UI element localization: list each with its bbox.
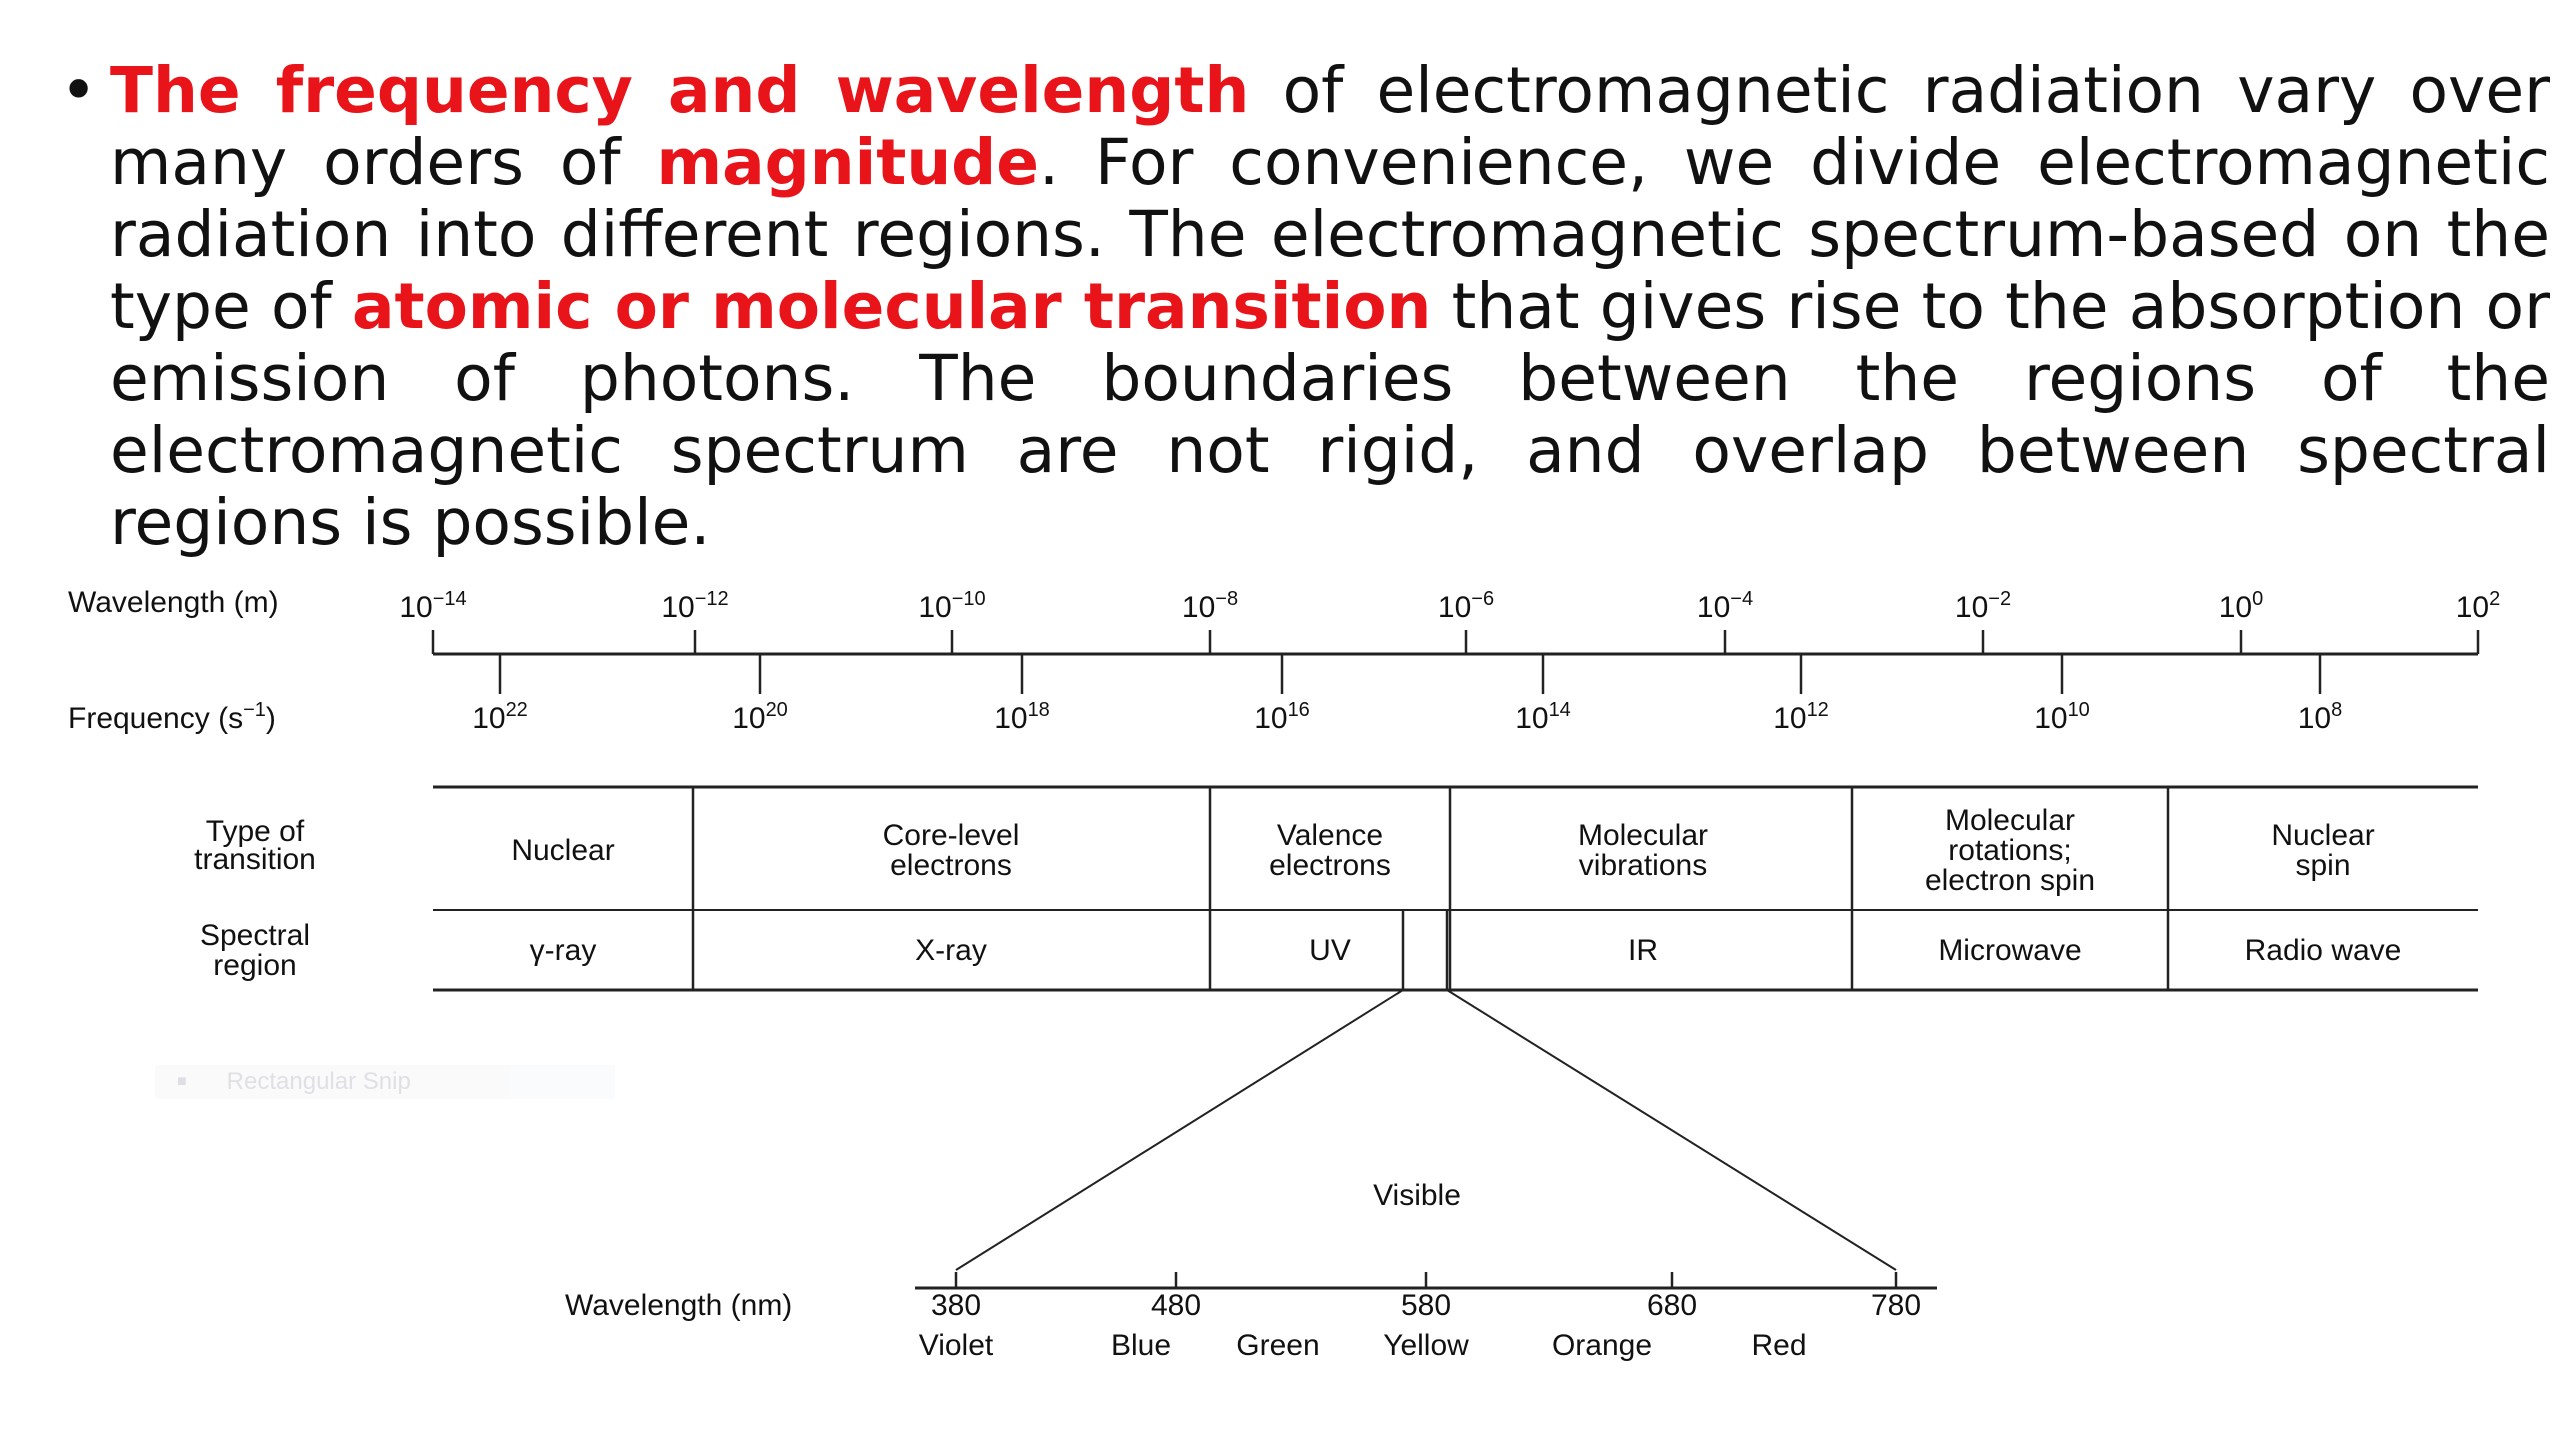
scissors-icon: ■ <box>177 1073 187 1090</box>
spectral-region-cell: Microwave <box>1938 934 2082 967</box>
frequency-tick-label: $10^{12}$ <box>1773 699 1829 735</box>
frequency-axis-label: Frequency $(s^{-1})$ <box>68 699 276 735</box>
highlight-frequency-wavelength: The frequency and wavelength <box>110 54 1250 127</box>
transition-cell: Core-level electrons <box>882 819 1020 882</box>
paragraph-text-2: . For convenience, we divide electromagnetic radiation into different regions. The electromagnetic spectrum-based on the type of <box>110 126 2550 343</box>
visible-label: Visible <box>1373 1179 1461 1212</box>
visible-color-label: Yellow <box>1383 1329 1469 1362</box>
paragraph-text-1: of electromagnetic radiation vary over many orders of <box>110 54 2550 199</box>
wavelength-tick-label: $10^{-10}$ <box>918 588 986 624</box>
wavelength-tick-label: $10^2$ <box>2455 588 2501 624</box>
bullet-point: • <box>60 54 98 127</box>
wavelength-tick-label: $10^{-12}$ <box>661 588 729 624</box>
transition-cell: Nuclear spin <box>2271 819 2375 882</box>
frequency-tick-label: $10^{22}$ <box>472 699 528 735</box>
spectral-region-cell: IR <box>1628 934 1658 967</box>
visible-color-label: Blue <box>1110 1329 1172 1362</box>
visible-color-label: Green <box>1236 1329 1320 1362</box>
wavelength-tick-label: $10^{-2}$ <box>1954 588 2012 624</box>
highlight-magnitude: magnitude <box>656 126 1039 199</box>
transition-cell: Nuclear <box>511 834 615 867</box>
wavelength-tick-label: $10^{-6}$ <box>1437 588 1495 624</box>
visible-zoom-line-right <box>1447 990 1896 1270</box>
transition-cell: Molecular vibrations <box>1577 819 1709 882</box>
visible-color-label: Red <box>1751 1329 1807 1362</box>
spectral-row-header: Spectral region <box>199 919 311 982</box>
spectral-region-cell: γ-ray <box>529 934 597 967</box>
frequency-tick-label: $10^{14}$ <box>1515 699 1571 735</box>
nm-axis-label: Wavelength (nm) <box>565 1289 793 1322</box>
frequency-tick-label: $10^{10}$ <box>2034 699 2090 735</box>
spectral-region-cell: X-ray <box>915 934 987 967</box>
frequency-tick-label: $10^{20}$ <box>732 699 788 735</box>
frequency-tick-label: $10^{16}$ <box>1254 699 1310 735</box>
frequency-tick-label: $10^8$ <box>2297 699 2343 735</box>
nm-tick-label: 680 <box>1646 1289 1698 1322</box>
nm-tick-label: 480 <box>1150 1289 1202 1322</box>
highlight-transition: atomic or molecular transition <box>351 270 1432 343</box>
snip-label: Rectangular Snip <box>226 1068 411 1095</box>
wavelength-tick-label: $10^0$ <box>2218 588 2264 624</box>
nm-tick-label: 780 <box>1870 1289 1922 1322</box>
paragraph-text-3: that gives rise to the absorption or emission of photons. The boundaries between the regions of the electromagnetic spectrum are not rigid, and overlap between spectral regions is possible. <box>110 270 2550 559</box>
spectral-region-cell: Radio wave <box>2244 934 2402 967</box>
wavelength-tick-label: $10^{-4}$ <box>1696 588 1754 624</box>
visible-color-label: Violet <box>918 1329 994 1362</box>
nm-tick-label: 380 <box>930 1289 982 1322</box>
visible-color-label: Orange <box>1551 1329 1653 1362</box>
transition-cell: Molecular rotations; electron spin <box>1924 804 2096 897</box>
transition-row-header: Type of transition <box>194 815 316 876</box>
wavelength-tick-label: $10^{-14}$ <box>399 588 467 624</box>
spectral-region-cell: UV <box>1309 934 1351 967</box>
transition-cell: Valence electrons <box>1269 819 1391 882</box>
visible-zoom-line-left <box>956 990 1403 1270</box>
wavelength-axis-label: Wavelength (m) <box>68 586 279 619</box>
frequency-tick-label: $10^{18}$ <box>994 699 1050 735</box>
wavelength-tick-label: $10^{-8}$ <box>1181 588 1239 624</box>
nm-tick-label: 580 <box>1400 1289 1452 1322</box>
